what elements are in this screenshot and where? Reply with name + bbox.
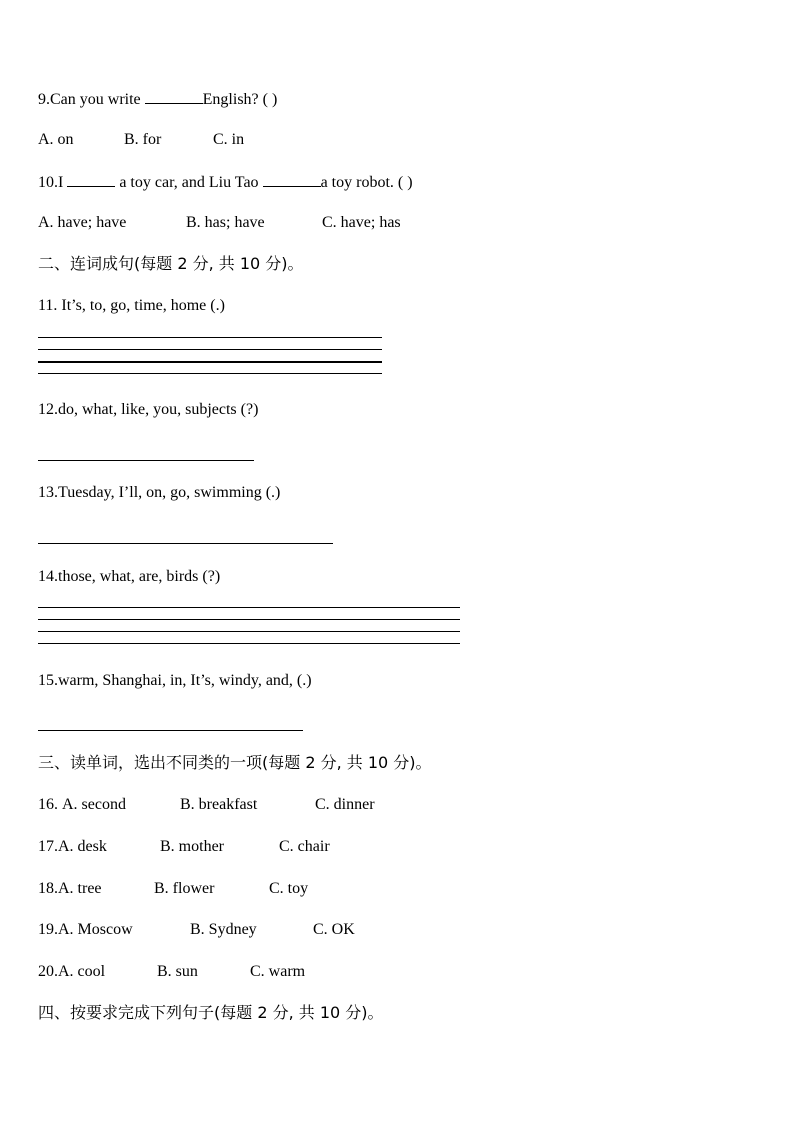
option-a: A. Moscow <box>58 921 133 938</box>
writing-line[interactable] <box>38 337 382 338</box>
option-c: C. toy <box>269 880 309 897</box>
question-17 <box>38 837 330 857</box>
answer-blank[interactable] <box>67 171 115 187</box>
option-c: C. in <box>213 131 245 148</box>
question-number: 9. <box>38 91 50 108</box>
option-b: B. for <box>124 131 162 148</box>
answer-blank[interactable] <box>145 88 203 104</box>
section-2-title: 二、连词成句(每题 2 分, 共 10 分)。 <box>38 254 304 273</box>
option-b: B. breakfast <box>180 796 258 813</box>
option-b: B. flower <box>154 880 215 897</box>
option-a: A. desk <box>58 838 107 855</box>
question-number: 10. <box>38 174 58 191</box>
option-b: B. has; have <box>186 214 265 231</box>
writing-line[interactable] <box>38 361 382 363</box>
writing-line[interactable] <box>38 349 382 350</box>
option-b: B. sun <box>157 963 198 980</box>
writing-line[interactable] <box>38 607 460 608</box>
question-text: English? <box>202 91 259 108</box>
question-number: 15. <box>38 672 58 689</box>
question-9-options <box>38 130 244 150</box>
question-number: 14. <box>38 568 58 585</box>
answer-line[interactable] <box>38 543 333 544</box>
question-16 <box>38 795 375 815</box>
word-list: It’s, to, go, time, home (.) <box>61 297 225 314</box>
question-10 <box>38 171 413 193</box>
word-list: warm, Shanghai, in, It’s, windy, and, (.) <box>58 672 312 689</box>
question-14 <box>38 567 220 587</box>
question-number: 16. <box>38 796 58 813</box>
option-c: C. have; has <box>322 214 401 231</box>
question-number: 18. <box>38 880 58 897</box>
option-a: A. on <box>38 131 74 148</box>
option-c: C. dinner <box>315 796 375 813</box>
writing-line[interactable] <box>38 643 460 644</box>
option-c: C. chair <box>279 838 330 855</box>
option-b: B. Sydney <box>190 921 257 938</box>
writing-line[interactable] <box>38 373 382 374</box>
option-c: C. warm <box>250 963 306 980</box>
section-4-title: 四、按要求完成下列句子(每题 2 分, 共 10 分)。 <box>38 1003 384 1022</box>
question-15 <box>38 671 312 691</box>
answer-line[interactable] <box>38 460 254 461</box>
question-number: 13. <box>38 484 58 501</box>
option-a: A. tree <box>58 880 102 897</box>
question-text: Can you write <box>50 91 141 108</box>
answer-paren[interactable]: ( ) <box>262 91 278 108</box>
word-list: those, what, are, birds (?) <box>58 568 221 585</box>
option-b: B. mother <box>160 838 224 855</box>
question-20 <box>38 962 305 982</box>
section-3-title: 三、读单词，选出不同类的一项(每题 2 分, 共 10 分)。 <box>38 753 432 772</box>
question-18 <box>38 879 308 899</box>
question-number: 11. <box>38 297 58 314</box>
question-number: 12. <box>38 401 58 418</box>
question-number: 20. <box>38 963 58 980</box>
option-a: A. cool <box>58 963 106 980</box>
question-text: I <box>58 174 64 191</box>
writing-line[interactable] <box>38 631 460 632</box>
question-11 <box>38 296 225 316</box>
question-9 <box>38 88 277 110</box>
answer-paren[interactable]: ( ) <box>397 174 413 191</box>
question-number: 19. <box>38 921 58 938</box>
answer-blank[interactable] <box>263 171 321 187</box>
question-text: a toy car, and Liu Tao <box>119 174 259 191</box>
question-number: 17. <box>38 838 58 855</box>
writing-line[interactable] <box>38 619 460 620</box>
question-12 <box>38 400 258 420</box>
question-text: a toy robot. <box>320 174 394 191</box>
question-13 <box>38 483 280 503</box>
option-c: C. OK <box>313 921 355 938</box>
option-a: A. have; have <box>38 214 127 231</box>
option-a: A. second <box>62 796 126 813</box>
question-19 <box>38 920 355 940</box>
answer-line[interactable] <box>38 730 303 731</box>
word-list: do, what, like, you, subjects (?) <box>58 401 259 418</box>
word-list: Tuesday, I’ll, on, go, swimming (.) <box>58 484 281 501</box>
question-10-options <box>38 213 401 233</box>
